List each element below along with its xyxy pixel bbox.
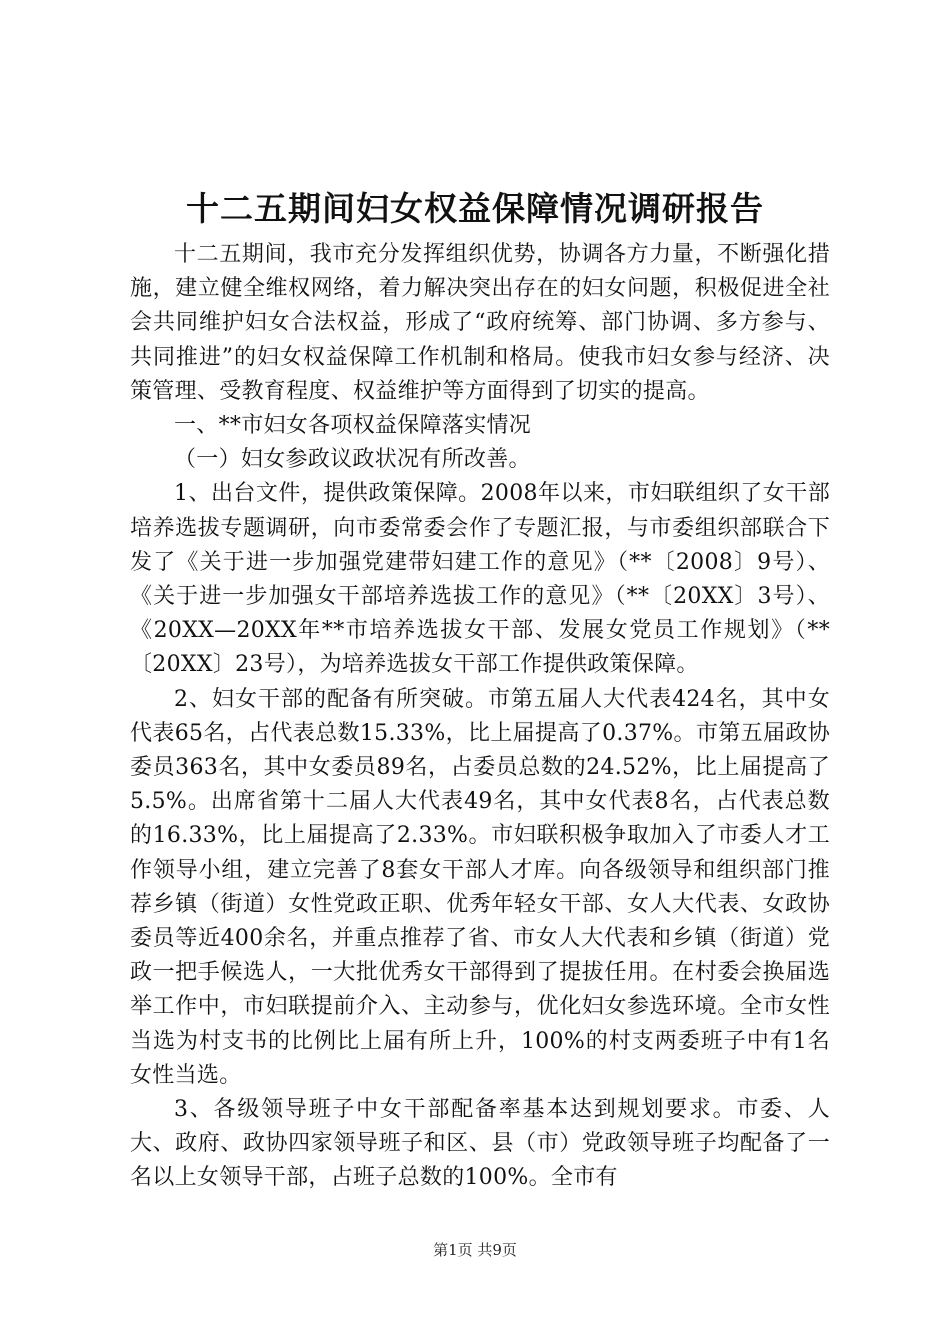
body-paragraph-1: 1、出台文件，提供政策保障。2008年以来，市妇联组织了女干部培养选拔专题调研，向市委常委会作了专题汇报，与市委组织部联合下发了《关于进一步加强党建带妇建工作的意见》（**〔2008〕9号）、《关于进一步加强女干部培养选拔工作的意见》（**〔20XX〕3号）、《20XX—20XX年**市培养选拔女干部、发展女党员工作规划》（**〔20XX〕23号），为培养选拔女干部工作提供政策保障。: [130, 481, 830, 678]
body-paragraph-3: 3、各级领导班子中女干部配备率基本达到规划要求。市委、人大、政府、政协四家领导班子和区、县（市）党政领导班子均配备了一名以上女领导干部，占班子总数的100%。全市有: [130, 1097, 830, 1191]
section-heading: 一、**市妇女各项权益保障落实情况: [174, 413, 532, 439]
page-footer: 第1页 共9页: [433, 1241, 517, 1259]
document-title: 十二五期间妇女权益保障情况调研报告: [186, 189, 764, 228]
body-paragraph-2: 2、妇女干部的配备有所突破。市第五届人大代表424名，其中女代表65名，占代表总数15.33%，比上届提高了0.37%。市第五届政协委员363名，其中女委员89名，占委员总数的24.52%，比上届提高了5.5%。出席省第十二届人大代表49名，其中女代表8名，占代表总数的16.33%，比上届提高了2.33%。市妇联积极争取加入了市委人才工作领导小组，建立完善了8套女干部人才库。向各级领导和组织部门推荐乡镇（街道）女性党政正职、优秀年轻女干部、女人大代表、女政协委员等近400余名，并重点推荐了省、市女人大代表和乡镇（街道）党政一把手候选人，一大批优秀女干部得到了提拔任用。在村委会换届选举工作中，市妇联提前介入、主动参与，优化妇女参选环境。全市女性当选为村支书的比例比上届有所上升，100%的村支两委班子中有1名女性当选。: [130, 686, 830, 1088]
subsection-heading: （一）妇女参政议政状况有所改善。: [174, 447, 531, 473]
document-body: [130, 238, 830, 1196]
intro-paragraph: 十二五期间，我市充分发挥组织优势，协调各方力量，不断强化措施，建立健全维权网络，着力解决突出存在的妇女问题，积极促进全社会共同维护妇女合法权益，形成了“政府统筹、部门协调、多方参与、共同推进”的妇女权益保障工作机制和格局。使我市妇女参与经济、决策管理、受教育程度、权益维护等方面得到了切实的提高。: [130, 242, 830, 404]
